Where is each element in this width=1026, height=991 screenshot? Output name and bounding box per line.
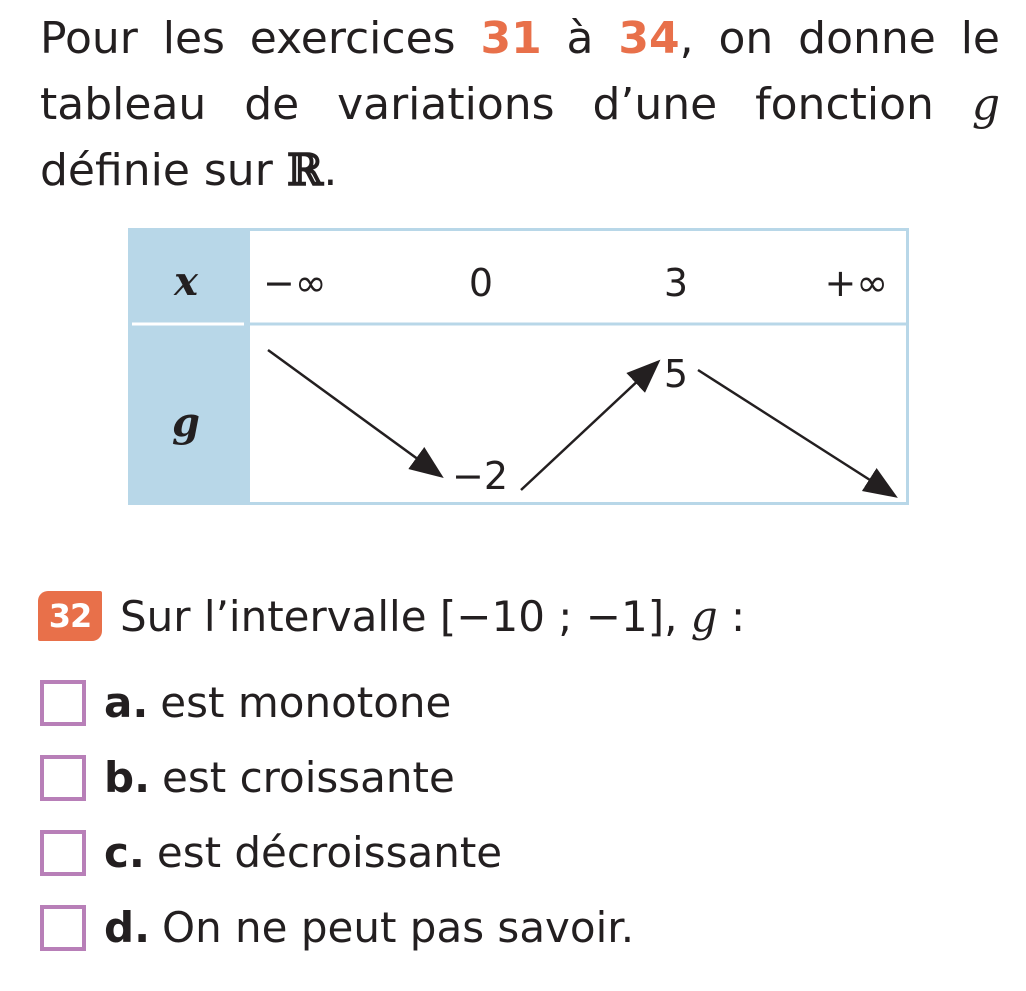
answer-options <box>40 665 634 965</box>
option-c-checkbox[interactable] <box>40 830 86 876</box>
option-b-letter: b. <box>104 753 151 802</box>
exercise-range-start: 31 <box>480 13 542 64</box>
exercise-number-badge: 32 <box>38 591 102 641</box>
decreasing-arrow-2 <box>698 370 895 496</box>
option-a-text: est monotone <box>160 678 452 727</box>
option-a-checkbox[interactable] <box>40 680 86 726</box>
option-c-text: est décroissante <box>156 828 503 877</box>
decreasing-arrow-1 <box>268 350 441 476</box>
option-b <box>40 740 634 815</box>
intro-text-3: , on donne le tableau de variations d’une fonction <box>40 13 1000 130</box>
question-colon: : <box>717 591 746 641</box>
option-d <box>40 890 634 965</box>
option-b-text: est croissante <box>162 753 455 802</box>
function-name: g <box>971 79 1000 130</box>
question-separator: , <box>664 591 691 641</box>
reals-symbol: ℝ <box>286 145 324 196</box>
option-c-letter: c. <box>104 828 145 877</box>
increasing-arrow <box>521 362 658 490</box>
x-value-plus-infinity: +∞ <box>824 261 888 305</box>
exercise-range-end: 34 <box>618 13 680 64</box>
intro-text-1: Pour les exercices <box>40 13 481 64</box>
question-prefix: Sur l’intervalle <box>120 591 440 641</box>
intro-text-4: définie sur <box>40 145 287 196</box>
option-d-checkbox[interactable] <box>40 905 86 951</box>
x-value-zero: 0 <box>468 261 494 305</box>
x-value-three: 3 <box>663 261 689 305</box>
x-row-label: x <box>174 258 198 305</box>
option-d-letter: d. <box>104 903 151 952</box>
question-function-name: g <box>690 591 718 641</box>
variation-table <box>128 228 909 505</box>
x-value-minus-infinity: −∞ <box>263 261 327 305</box>
intro-paragraph <box>40 6 1000 204</box>
option-a-letter: a. <box>104 678 149 727</box>
option-a <box>40 665 634 740</box>
question-text <box>120 592 745 641</box>
question-interval: [−10 ; −1] <box>439 591 665 641</box>
g-value-minimum: −2 <box>451 454 509 498</box>
option-c <box>40 815 634 890</box>
option-b-checkbox[interactable] <box>40 755 86 801</box>
intro-text-5: . <box>323 145 338 196</box>
question-32 <box>38 586 745 646</box>
g-value-maximum: 5 <box>663 352 689 396</box>
intro-text-2: à <box>541 13 619 64</box>
g-row-label: g <box>172 399 200 446</box>
option-d-text: On ne peut pas savoir. <box>162 903 635 952</box>
